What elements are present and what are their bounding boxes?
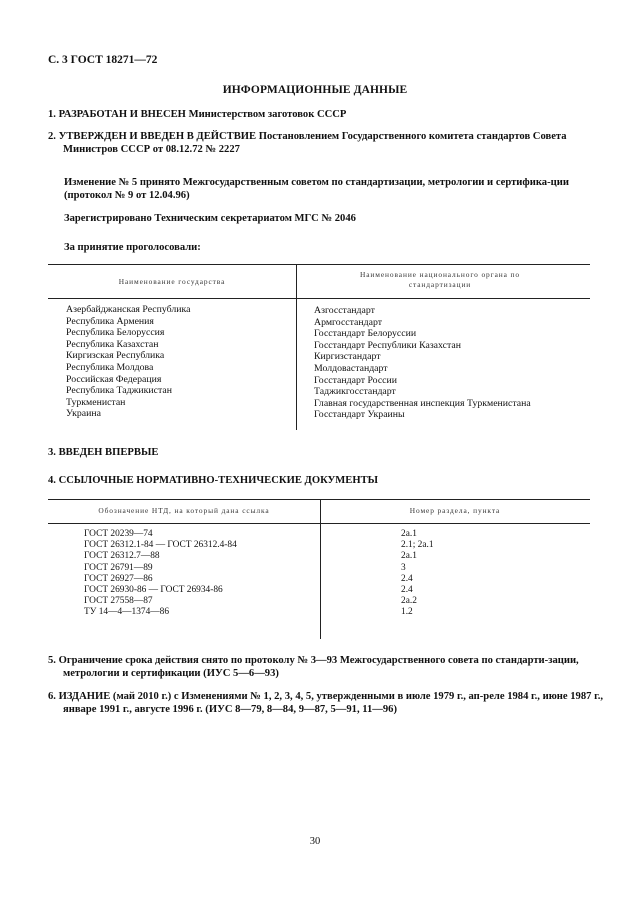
section-2-change: Изменение № 5 принято Межгосударственным советом по стандартизации, метрологии и сертифика-ции (протокол № 9 от 12.04.96): [64, 177, 569, 201]
section-5: 5. Ограничение срока действия снято по протоколу № 3—93 Межгосударственного совета по стандарти-зации, метрологии и сертификации (ИУС 5—6—93): [48, 655, 579, 679]
table-rule: [48, 298, 590, 299]
table-cell: Киргизстандарт: [314, 351, 381, 363]
section-2: 2. УТВЕРЖДЕН И ВВЕДЕН В ДЕЙСТВИЕ Постановлением Государственного комитета стандартов Совета Министров СССР от 08.12.72 № 2227: [48, 131, 567, 155]
table-column-divider: [296, 264, 297, 430]
table-rule: [48, 499, 590, 500]
table-cell: 2.4: [401, 585, 413, 596]
table-cell: Российская Федерация: [66, 373, 162, 385]
table-cell: ГОСТ 26930-86 — ГОСТ 26934-86: [84, 585, 223, 596]
table-rule: [48, 264, 590, 265]
table-cell: Главная государственная инспекция Туркменистана: [314, 397, 531, 409]
page-title: ИНФОРМАЦИОННЫЕ ДАННЫЕ: [222, 84, 408, 96]
table-cell: Азгосстандарт: [314, 305, 375, 316]
refs-col2-header: Номер раздела, пункта: [409, 506, 501, 515]
table-cell: Украина: [66, 408, 101, 420]
table-cell: Туркменистан: [66, 396, 126, 408]
table-rule: [48, 523, 590, 524]
table-column-divider: [320, 499, 321, 639]
table-cell: 2а.2: [401, 596, 417, 607]
refs-docs-column: [84, 529, 318, 619]
table-cell: ГОСТ 26312.1-84 — ГОСТ 26312.4-84: [84, 540, 237, 551]
table-cell: Госстандарт Белоруссии: [314, 328, 417, 340]
votes-bodies-column: [314, 305, 590, 421]
table-cell: Таджикгосстандарт: [314, 386, 396, 398]
refs-items-column: [401, 529, 551, 619]
table-cell: Республика Казахстан: [66, 338, 159, 350]
table-cell: ГОСТ 26927—86: [84, 573, 153, 584]
page-number: 30: [309, 836, 321, 847]
table-cell: ГОСТ 20239—74: [84, 529, 153, 539]
table-cell: ГОСТ 26791—89: [84, 562, 153, 573]
table-cell: ГОСТ 27558—87: [84, 596, 153, 607]
section-4: 4. ССЫЛОЧНЫЕ НОРМАТИВНО-ТЕХНИЧЕСКИЕ ДОКУМЕНТЫ: [48, 475, 379, 486]
votes-col1-header: Наименование государства: [118, 277, 226, 286]
table-cell: Армгосстандарт: [314, 316, 383, 328]
table-cell: Госстандарт России: [314, 374, 397, 386]
section-3: 3. ВВЕДЕН ВПЕРВЫЕ: [48, 447, 159, 458]
table-cell: ТУ 14—4—1374—86: [84, 607, 170, 618]
section-2-voted: За принятие проголосовали:: [64, 242, 201, 253]
table-cell: 1.2: [401, 607, 413, 618]
section-6: 6. ИЗДАНИЕ (май 2010 г.) с Изменениями № 1, 2, 3, 4, 5, утвержденными в июле 1979 г., ап-реле 1984 г., июне 1987 г., январе 1991 г., августе 1996 г. (ИУС 8—79, 8—84, 9—87, 5—91, 11—96): [48, 691, 603, 715]
table-cell: 2.1; 2а.1: [401, 540, 434, 551]
section-1: 1. РАЗРАБОТАН И ВНЕСЕН Министерством заготовок СССР: [48, 109, 347, 120]
table-cell: Республика Белоруссия: [66, 327, 165, 339]
table-cell: Госстандарт Республики Казахстан: [314, 339, 461, 351]
section-2-registered: Зарегистрировано Техническим секретариатом МГС № 2046: [64, 213, 356, 224]
table-cell: 2а.1: [401, 551, 417, 562]
table-cell: ГОСТ 26312.7—88: [84, 551, 160, 562]
running-head: С. 3 ГОСТ 18271—72: [48, 54, 158, 66]
table-cell: Киргизская Республика: [66, 350, 165, 362]
votes-col2-header: Наименование национального органа по стандартизации: [360, 270, 520, 289]
table-cell: Республика Таджикистан: [66, 385, 172, 397]
table-cell: Молдовастандарт: [314, 362, 388, 374]
table-cell: 3: [401, 562, 406, 573]
table-cell: Азербайджанская Республика: [66, 304, 191, 315]
refs-col1-header: Обозначение НТД, на который дана ссылка: [98, 506, 270, 515]
table-cell: 2.4: [401, 573, 413, 584]
votes-states-column: [66, 304, 294, 420]
table-cell: Республика Армения: [66, 315, 154, 327]
table-cell: Госстандарт Украины: [314, 409, 405, 421]
table-cell: Республика Молдова: [66, 361, 154, 373]
table-cell: 2а.1: [401, 529, 417, 539]
